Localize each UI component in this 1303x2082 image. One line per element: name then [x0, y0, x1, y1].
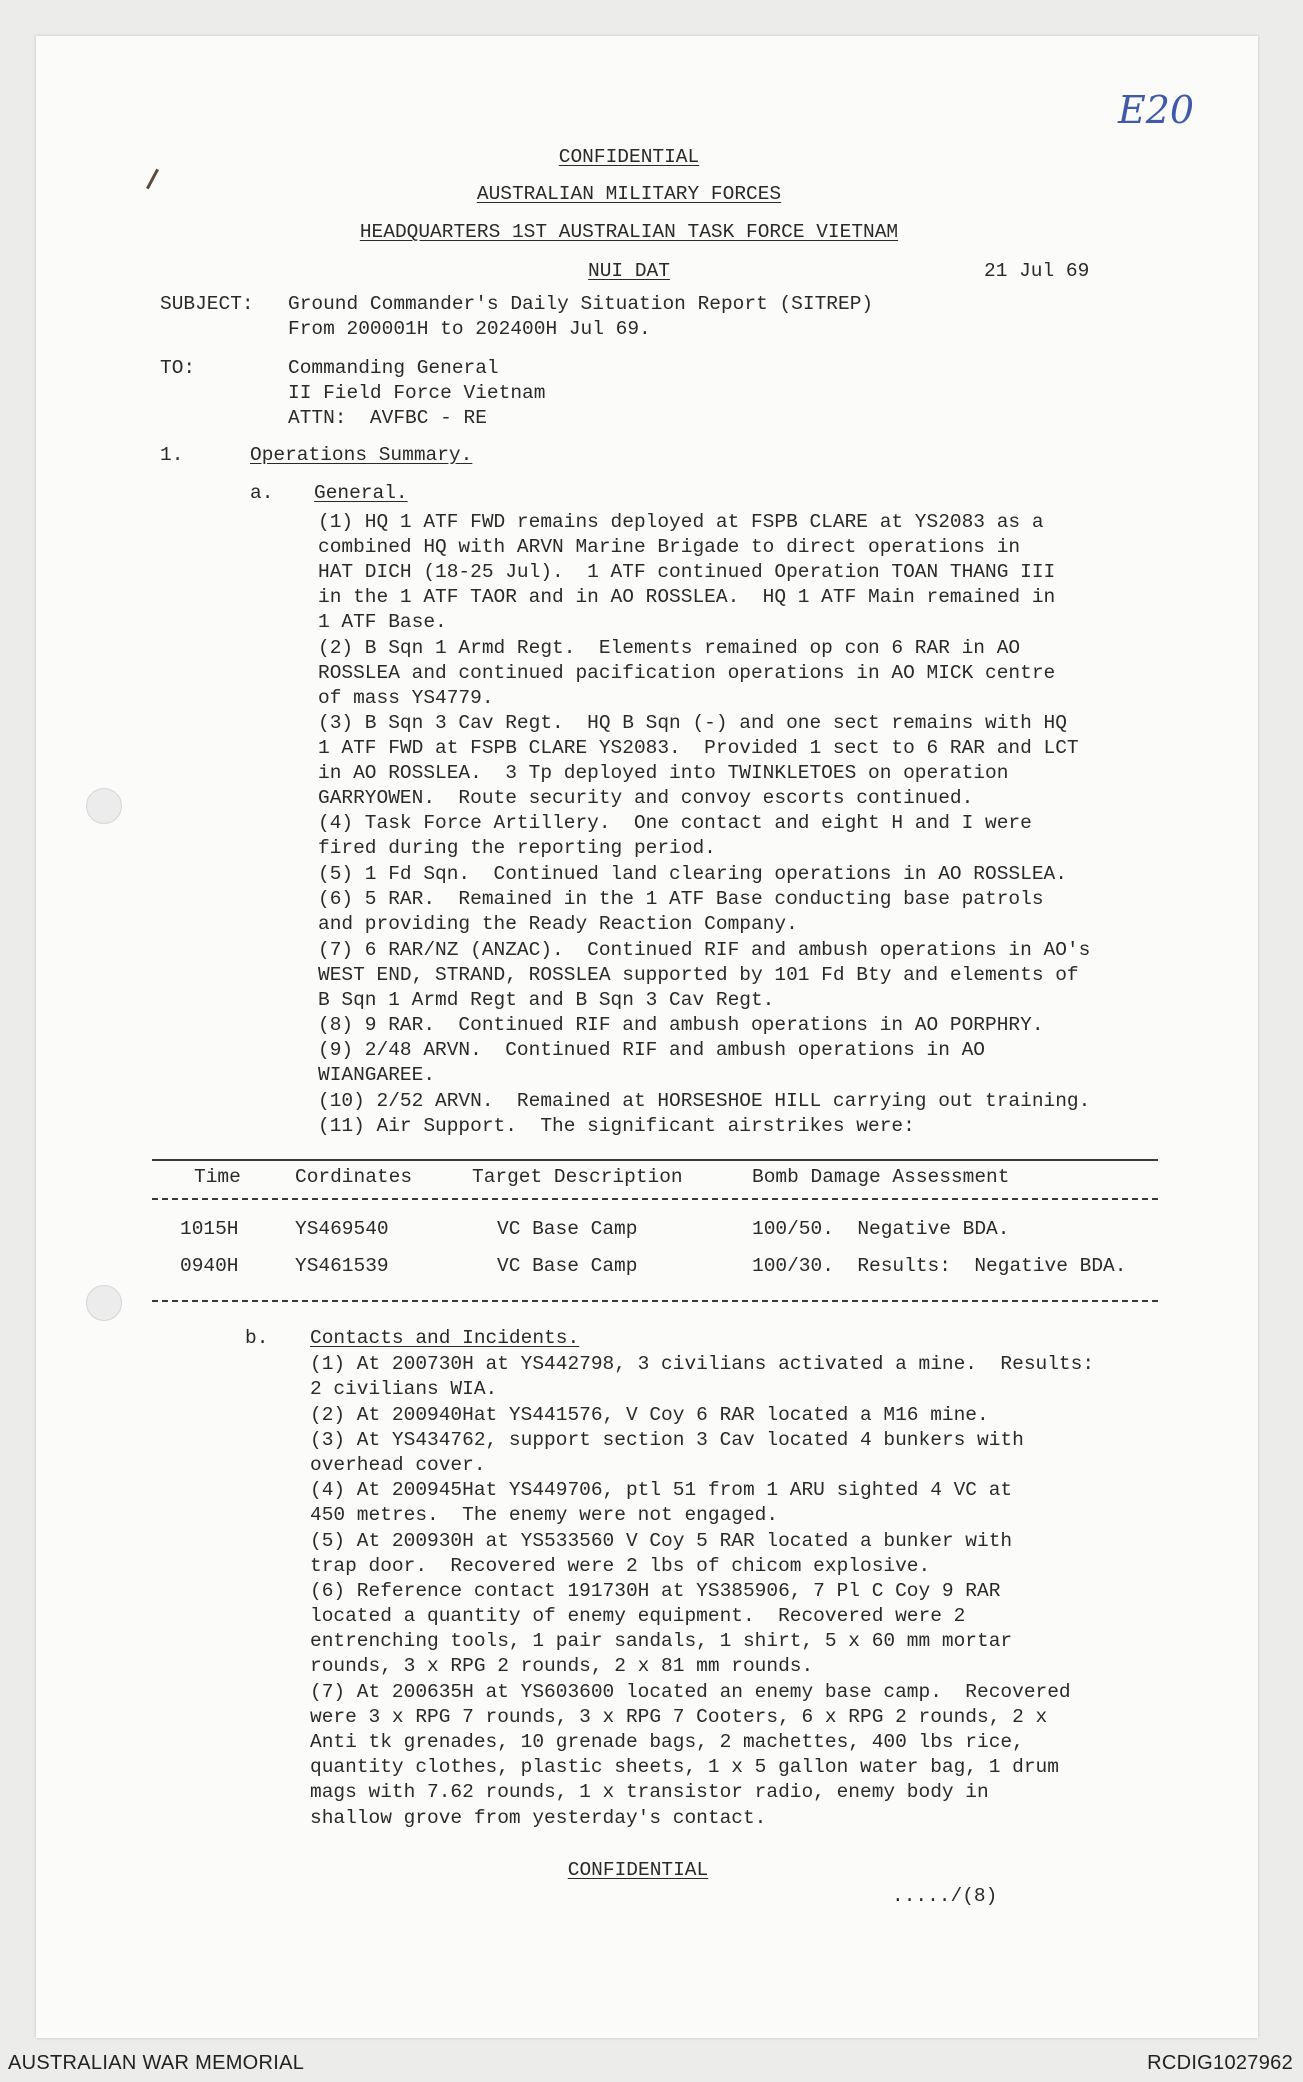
punch-hole-lower — [86, 1285, 122, 1321]
para-a-line: of mass YS4779. — [318, 687, 494, 709]
para-b-line: trap door. Recovered were 2 lbs of chicom explosive. — [310, 1555, 931, 1577]
para-a-line: HAT DICH (18-25 Jul). 1 ATF continued Operation TOAN THANG III — [318, 561, 1056, 583]
table-cell-coordinates: YS469540 — [295, 1218, 389, 1240]
subject-line-1: Ground Commander's Daily Situation Report (SITREP) — [288, 293, 874, 315]
handwritten-folio-number: E20 — [1118, 88, 1195, 132]
para-a-line: WIANGAREE. — [318, 1064, 436, 1086]
para-a-line: ROSSLEA and continued pacification operations in AO MICK centre — [318, 662, 1056, 684]
punch-hole-upper — [86, 788, 122, 824]
para-b-line: (7) At 200635H at YS603600 located an enemy base camp. Recovered — [310, 1681, 1071, 1703]
para-a-line: GARRYOWEN. Route security and convoy escorts continued. — [318, 787, 974, 809]
archive-reference: RCDIG1027962 — [1147, 2052, 1293, 2074]
para-b-line: (1) At 200730H at YS442798, 3 civilians activated a mine. Results: — [310, 1353, 1095, 1375]
para-a-line: (10) 2/52 ARVN. Remained at HORSESHOE HILL carrying out training. — [318, 1090, 1091, 1112]
report-date: 21 Jul 69 — [984, 260, 1090, 282]
para-a-line: WEST END, STRAND, ROSSLEA supported by 101 Fd Bty and elements of — [318, 964, 1079, 986]
para-a-line: (3) B Sqn 3 Cav Regt. HQ B Sqn (-) and one sect remains with HQ — [318, 712, 1067, 734]
para-a-line: 1 ATF FWD at FSPB CLARE YS2083. Provided 1 sect to 6 RAR and LCT — [318, 737, 1079, 759]
para-b-line: 450 metres. The enemy were not engaged. — [310, 1504, 779, 1526]
table-header-coordinates: Cordinates — [295, 1166, 413, 1188]
para-a-line: in the 1 ATF TAOR and in AO ROSSLEA. HQ 1 ATF Main remained in — [318, 586, 1056, 608]
to-label: TO: — [160, 357, 196, 379]
para-b-line: 2 civilians WIA. — [310, 1378, 498, 1400]
table-cell-target: VC Base Camp — [497, 1218, 638, 1240]
para-a-line: (2) B Sqn 1 Armd Regt. Elements remained op con 6 RAR in AO — [318, 637, 1021, 659]
para-a-line: (1) HQ 1 ATF FWD remains deployed at FSPB CLARE at YS2083 as a — [318, 511, 1044, 533]
para-a-line: (4) Task Force Artillery. One contact and eight H and I were — [318, 812, 1032, 834]
para-a-line: (9) 2/48 ARVN. Continued RIF and ambush operations in AO — [318, 1039, 986, 1061]
para-a-line: (8) 9 RAR. Continued RIF and ambush operations in AO PORPHRY. — [318, 1014, 1044, 1036]
para-a-line: in AO ROSSLEA. 3 Tp deployed into TWINKLETOES on operation — [318, 762, 1009, 784]
table-cell-time: 0940H — [180, 1255, 239, 1277]
table-header-time: Time — [194, 1166, 241, 1188]
to-line-1: Commanding General — [288, 357, 499, 379]
subject-label: SUBJECT: — [160, 293, 254, 315]
para-a-line: combined HQ with ARVN Marine Brigade to direct operations in — [318, 536, 1021, 558]
para-b-line: (4) At 200945Hat YS449706, ptl 51 from 1 ARU sighted 4 VC at — [310, 1479, 1013, 1501]
hq-title: HEADQUARTERS 1ST AUSTRALIAN TASK FORCE VIETNAM — [359, 221, 899, 243]
location-title: NUI DAT — [588, 260, 670, 282]
section-1-number: 1. — [160, 444, 184, 466]
para-a-line: B Sqn 1 Armd Regt and B Sqn 3 Cav Regt. — [318, 989, 775, 1011]
table-header-bda: Bomb Damage Assessment — [752, 1166, 1010, 1188]
table-cell-bda: 100/50. Negative BDA. — [752, 1218, 1010, 1240]
para-a-line: and providing the Ready Reaction Company. — [318, 913, 798, 935]
table-header-target: Target Description — [472, 1166, 683, 1188]
table-rule-header — [152, 1198, 1158, 1200]
table-rule-bottom — [152, 1300, 1158, 1302]
para-a-number: a. — [250, 482, 274, 504]
para-b-line: (2) At 200940Hat YS441576, V Coy 6 RAR located a M16 mine. — [310, 1404, 989, 1426]
para-b-line: shallow grove from yesterday's contact. — [310, 1807, 767, 1829]
para-a-line: (6) 5 RAR. Remained in the 1 ATF Base conducting base patrols — [318, 888, 1044, 910]
para-b-line: quantity clothes, plastic sheets, 1 x 5 gallon water bag, 1 drum — [310, 1756, 1059, 1778]
para-b-line: (3) At YS434762, support section 3 Cav located 4 bunkers with — [310, 1429, 1024, 1451]
para-a-line: fired during the reporting period. — [318, 837, 716, 859]
para-b-line: mags with 7.62 rounds, 1 x transistor radio, enemy body in — [310, 1781, 989, 1803]
para-b-line: were 3 x RPG 7 rounds, 3 x RPG 7 Cooters, 6 x RPG 2 rounds, 2 x — [310, 1706, 1048, 1728]
archive-source: AUSTRALIAN WAR MEMORIAL — [8, 2052, 305, 2074]
para-b-number: b. — [245, 1327, 269, 1349]
para-b-line: Anti tk grenades, 10 grenade bags, 2 machettes, 400 lbs rice, — [310, 1731, 1024, 1753]
para-a-line: 1 ATF Base. — [318, 611, 447, 633]
para-a-line: (7) 6 RAR/NZ (ANZAC). Continued RIF and ambush operations in AO's — [318, 939, 1091, 961]
para-a-line: (11) Air Support. The significant airstrikes were: — [318, 1115, 915, 1137]
section-1-title: Operations Summary. — [250, 444, 473, 466]
continuation-marker: ...../(8) — [892, 1885, 998, 1907]
para-b-line: overhead cover. — [310, 1454, 486, 1476]
subject-line-2: From 200001H to 202400H Jul 69. — [288, 318, 651, 340]
table-cell-target: VC Base Camp — [497, 1255, 638, 1277]
para-b-line: rounds, 3 x RPG 2 rounds, 2 x 81 mm rounds. — [310, 1655, 814, 1677]
para-a-title: General. — [314, 482, 408, 504]
org-title: AUSTRALIAN MILITARY FORCES — [476, 183, 782, 205]
table-rule-top — [152, 1159, 1158, 1161]
to-line-3: ATTN: AVFBC - RE — [288, 407, 487, 429]
para-b-line: located a quantity of enemy equipment. Recovered were 2 — [310, 1605, 966, 1627]
table-cell-coordinates: YS461539 — [295, 1255, 389, 1277]
para-b-line: entrenching tools, 1 pair sandals, 1 shirt, 5 x 60 mm mortar — [310, 1630, 1013, 1652]
table-cell-time: 1015H — [180, 1218, 239, 1240]
classification-bottom: CONFIDENTIAL — [567, 1859, 709, 1881]
para-b-title: Contacts and Incidents. — [310, 1327, 580, 1349]
para-a-line: (5) 1 Fd Sqn. Continued land clearing operations in AO ROSSLEA. — [318, 863, 1067, 885]
classification-top: CONFIDENTIAL — [558, 146, 700, 168]
to-line-2: II Field Force Vietnam — [288, 382, 546, 404]
para-b-line: (5) At 200930H at YS533560 V Coy 5 RAR located a bunker with — [310, 1530, 1013, 1552]
para-b-line: (6) Reference contact 191730H at YS385906, 7 Pl C Coy 9 RAR — [310, 1580, 1001, 1602]
table-cell-bda: 100/30. Results: Negative BDA. — [752, 1255, 1127, 1277]
